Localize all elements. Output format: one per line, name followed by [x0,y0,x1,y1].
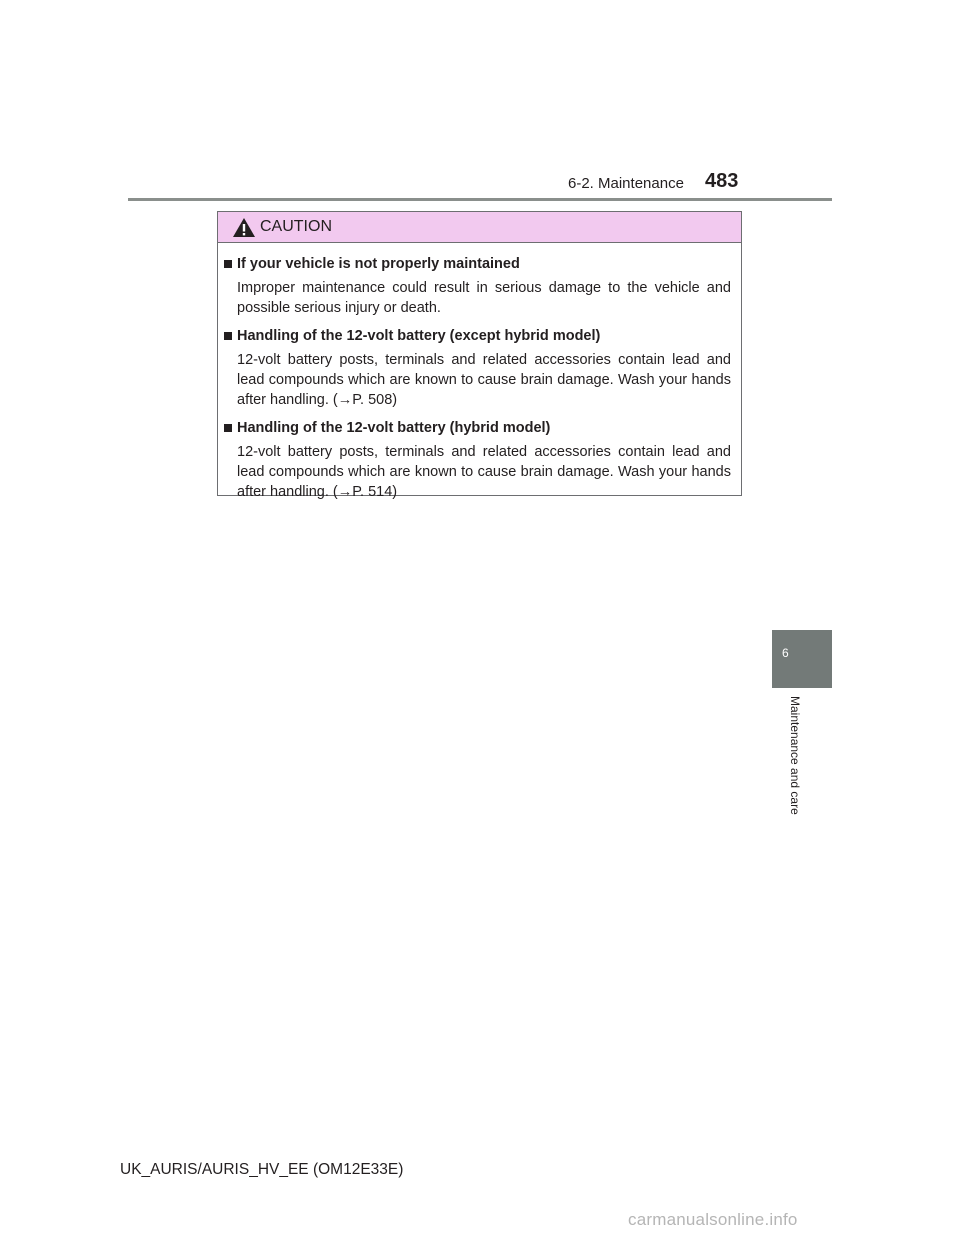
caution-item-text: 12-volt battery posts, terminals and related accessories contain lead and lead compounds which are known to cause brain damage. Wash your hands after handling. (→P. 514) [237,444,731,500]
chapter-label: Maintenance and care [788,696,802,815]
square-bullet-icon [224,332,232,340]
caution-item [224,327,731,410]
caution-item-heading: Handling of the 12-volt battery (except hybrid model) [237,328,601,344]
caution-item-text: 12-volt battery posts, terminals and related accessories contain lead and lead compounds which are known to cause brain damage. Wash your hands after handling. (→P. 508) [237,352,731,408]
chapter-tab [772,630,832,688]
caution-item-text: Improper maintenance could result in serious damage to the vehicle and possible serious injury or death. [237,280,731,316]
caution-box [217,211,742,500]
page-number: 483 [705,170,739,192]
caution-body [218,243,741,502]
watermark: carmanualsonline.info [628,1210,798,1229]
square-bullet-icon [224,424,232,432]
caution-header [218,212,741,243]
header-divider [128,198,832,201]
section-title: 6-2. Maintenance [568,175,684,192]
warning-triangle-icon [232,217,256,238]
square-bullet-icon [224,260,232,268]
caution-label: CAUTION [260,218,332,235]
caution-item [224,255,731,318]
caution-item-heading: Handling of the 12-volt battery (hybrid model) [237,420,551,436]
chapter-number: 6 [782,646,789,660]
caution-item [224,419,731,502]
caution-item-heading: If your vehicle is not properly maintained [237,256,520,272]
document-code: UK_AURIS/AURIS_HV_EE (OM12E33E) [120,1161,404,1178]
